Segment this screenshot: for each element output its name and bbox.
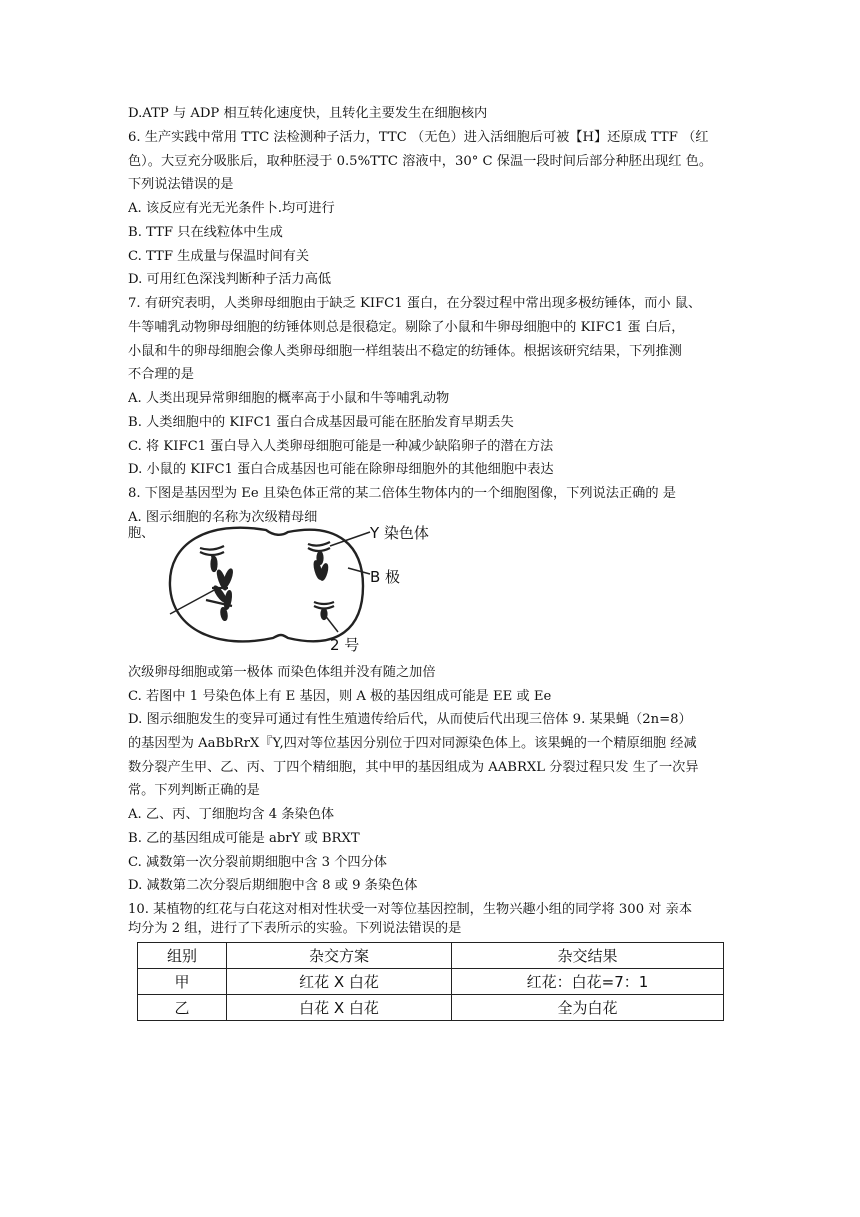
text-line: 不合理的是 xyxy=(128,367,194,382)
table-cell: 甲 xyxy=(138,969,227,995)
option-c: C. 若图中 1 号染色体上有 E 基因，则 A 极的基因组成可能是 EE 或 Ee xyxy=(128,689,552,704)
table-cell: 白花 X 白花 xyxy=(227,995,452,1021)
table-cell: 全为白花 xyxy=(452,995,724,1021)
text-line: 数分裂产生甲、乙、丙、丁四个精细胞，其中甲的基因组成为 AABRXL 分裂过程只发 生了一次异 xyxy=(128,760,699,775)
question-9-text: 的基因型为 AaBbRrX『Y,四对等位基因分别位于四对同源染色体上。该果蝇的一个精原细胞 经减 xyxy=(128,736,697,751)
text-line: 色）。大豆充分吸胀后，取种胚浸于 0.5%TTC 溶液中，30° C 保温一段时间后部分种胚出现红 色。 xyxy=(128,154,713,169)
table-row xyxy=(138,995,724,1021)
text-line: 常。下列判断正确的是 xyxy=(128,783,260,798)
question-6-stem: 6. 生产实践中常用 TTC 法检测种子活力，TTC （无色）进入活细胞后可被【H】还原成 TTF （红 xyxy=(128,130,709,145)
option-c: C. 减数第一次分裂前期细胞中含 3 个四分体 xyxy=(128,855,387,870)
table-cell: 红花：白花=7：1 xyxy=(452,969,724,995)
option-d: D. 图示细胞发生的变异可通过有性生殖遗传给后代，从而使后代出现三倍体 9. 某果蝇（2n=8） xyxy=(128,712,692,727)
text-line: 小鼠和牛的卵母细胞会像人类卵母细胞一样组装出不稳定的纺锤体。根据该研究结果，下列推测 xyxy=(128,344,682,359)
text-line: 均分为 2 组，进行了下表所示的实验。下列说法错误的是 xyxy=(128,921,462,936)
option-d: D. 减数第二次分裂后期细胞中含 8 或 9 条染色体 xyxy=(128,878,418,893)
text-line: 下列说法错误的是 xyxy=(128,177,234,192)
results-table xyxy=(137,942,724,1021)
question-10-stem: 10. 某植物的红花与白花这对相对性状受一对等位基因控制，生物兴趣小组的同学将 300 对 亲本 xyxy=(128,902,693,917)
cell-division-figure xyxy=(148,518,448,658)
text-line: 胞、 xyxy=(128,526,155,541)
label-y-chromosome: Y 染色体 xyxy=(370,524,429,542)
option-b: B. TTF 只在线粒体中生成 xyxy=(128,225,283,240)
text-line: 次级卵母细胞或第一极体 而染色体组并没有随之加倍 xyxy=(128,665,436,680)
option-a: A. 乙、丙、丁细胞均含 4 条染色体 xyxy=(128,807,335,822)
question-8-stem: 8. 下图是基因型为 Ee 且染色体正常的某二倍体生物体内的一个细胞图像，下列说法正确的 是 xyxy=(128,486,676,501)
text-line: 牛等哺乳动物卵母细胞的纺锤体则总是很稳定。剔除了小鼠和牛卵母细胞中的 KIFC1 蛋 白后， xyxy=(128,320,685,335)
option-b: B. 乙的基因组成可能是 abrY 或 BRXT xyxy=(128,831,360,846)
option-a: A. 该反应有光无光条件卜.均可进行 xyxy=(128,201,335,216)
option-d: D. 可用红色深浅判断种子活力高低 xyxy=(128,272,332,287)
option-a: A. 人类出现异常卵细胞的概率高于小鼠和牛等哺乳动物 xyxy=(128,391,450,406)
label-chromosome-2: 2 号 xyxy=(330,636,360,654)
option-a: A. 图示细胞的名称为次级精母细 xyxy=(128,510,318,525)
table-cell: 红花 X 白花 xyxy=(227,969,452,995)
question-7-stem: 7. 有研究表明，人类卵母细胞由于缺乏 KIFC1 蛋白，在分裂过程中常出现多极纺锤体，而小 鼠、 xyxy=(128,296,702,311)
text-line: D.ATP 与 ADP 相互转化速度快，且转化主要发生在细胞核内 xyxy=(128,106,488,121)
table-header: 杂交结果 xyxy=(452,943,724,969)
option-c: C. TTF 生成量与保温时间有关 xyxy=(128,249,310,264)
option-d: D. 小鼠的 KIFC1 蛋白合成基因也可能在除卵母细胞外的其他细胞中表达 xyxy=(128,462,554,477)
table-header-row xyxy=(138,943,724,969)
table-header: 杂交方案 xyxy=(227,943,452,969)
option-b: B. 人类细胞中的 KIFC1 蛋白合成基因最可能在胚胎发育早期丢失 xyxy=(128,415,514,430)
label-b-pole: B 极 xyxy=(370,568,401,586)
table-cell: 乙 xyxy=(138,995,227,1021)
option-c: C. 将 KIFC1 蛋白导入人类卵母细胞可能是一种减少缺陷卵子的潜在方法 xyxy=(128,439,554,454)
table-row xyxy=(138,969,724,995)
table-header: 组别 xyxy=(138,943,227,969)
